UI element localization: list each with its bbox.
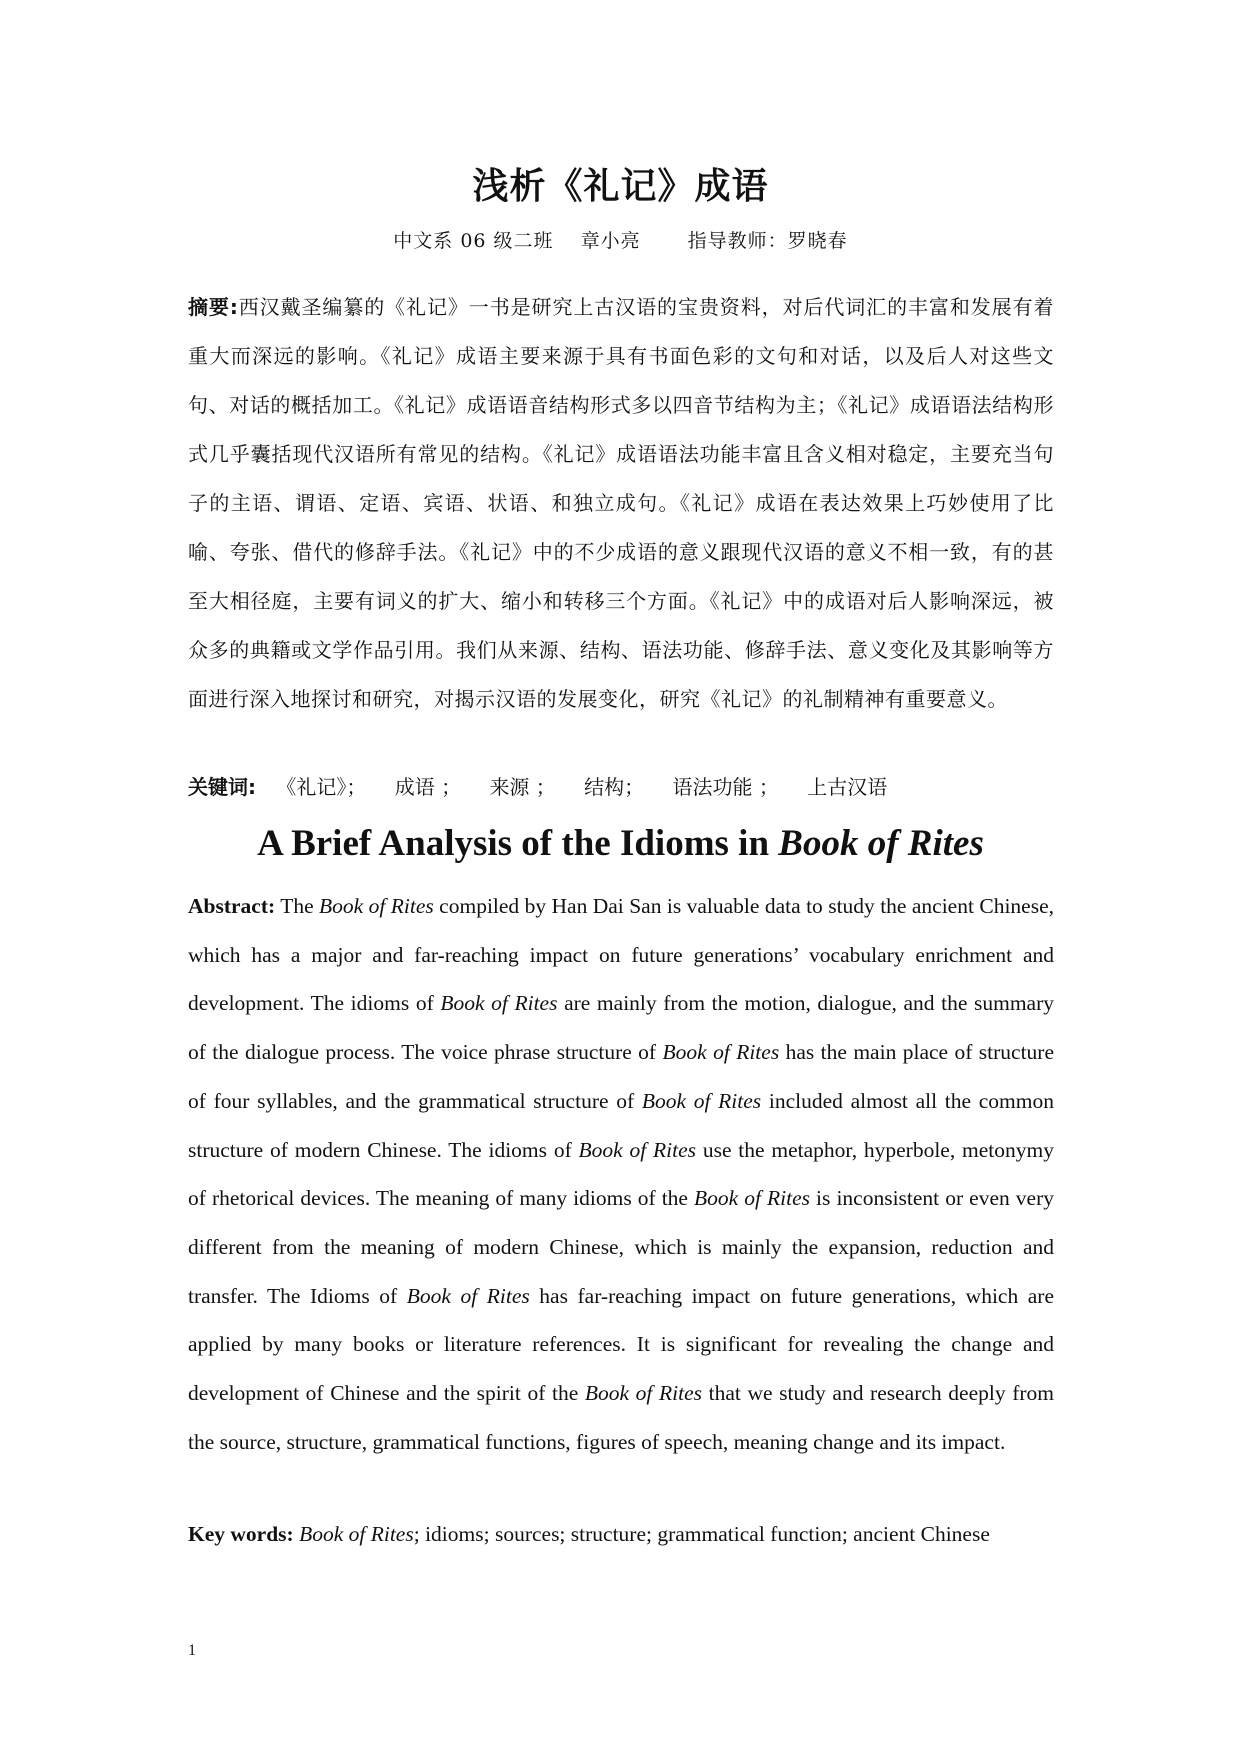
book-title-italic: Book of Rites xyxy=(584,1381,703,1406)
book-title-italic: Book of Rites xyxy=(406,1283,530,1308)
keyword-item: 语法功能 ； xyxy=(672,775,779,799)
keyword-item: 上古汉语 xyxy=(807,775,888,799)
advisor-name: 指导教师：罗晓春 xyxy=(687,230,848,252)
english-keywords-label: Key words: xyxy=(188,1522,294,1546)
book-title-italic: Book of Rites xyxy=(641,1088,762,1113)
chinese-keywords xyxy=(188,772,1054,802)
abstract-text-run: is inconsistent or even very different from the meaning of modern Chinese, which is mainly the expansion, reduction and transfer. The Idioms of xyxy=(188,1186,1054,1308)
author-line xyxy=(0,226,1241,253)
book-title-italic: Book of Rites xyxy=(319,894,434,918)
chinese-abstract-label: 摘要: xyxy=(188,295,239,319)
english-keyword-book: Book of Rites xyxy=(299,1522,414,1546)
english-keywords-rest: ; idioms; sources; structure; grammatical function; ancient Chinese xyxy=(413,1522,990,1546)
chinese-abstract-text: 西汉戴圣编纂的《礼记》一书是研究上古汉语的宝贵资料，对后代词汇的丰富和发展有着重大而深远的影响。《礼记》成语主要来源于具有书面色彩的文句和对话，以及后人对这些文句、对话的概括加工。《礼记》成语语音结构形式多以四音节结构为主；《礼记》成语语法结构形式几乎囊括现代汉语所有常见的结构。《礼记》成语语法功能丰富且含义相对稳定，主要充当句子的主语、谓语、定语、宾语、状语、和独立成句。《礼记》成语在表达效果上巧妙使用了比喻、夸张、借代的修辞手法。《礼记》中的不少成语的意义跟现代汉语的意义不相一致，有的甚至大相径庭，主要有词义的扩大、缩小和转移三个方面。《礼记》中的成语对后人影响深远，被众多的典籍或文学作品引用。我们从来源、结构、语法功能、修辞手法、意义变化及其影响等方面进行深入地探讨和研究，对揭示汉语的发展变化，研究《礼记》的礼制精神有重要意义。 xyxy=(188,295,1054,711)
abstract-text-run: has far-reaching impact on future generations, which are applied by many books or literature references. It is significant for revealing the change and development of Chinese and the spirit of the xyxy=(188,1283,1055,1406)
keyword-item: 《礼记》； xyxy=(276,775,367,799)
abstract-text-run: The xyxy=(275,894,320,918)
book-title-italic: Book of Rites xyxy=(694,1186,811,1211)
author-department: 中文系 06 级二班 xyxy=(393,230,554,252)
english-abstract-text xyxy=(188,894,1054,1454)
author-name: 章小亮 xyxy=(580,230,641,252)
keyword-item: 来源 ； xyxy=(489,775,556,799)
chinese-keywords-label: 关键词: xyxy=(188,775,256,799)
keyword-item: 成语 ； xyxy=(394,775,462,799)
english-keywords xyxy=(188,1519,1054,1549)
english-abstract-label: Abstract: xyxy=(188,894,276,918)
english-title xyxy=(0,822,1241,865)
book-title-italic: Book of Rites xyxy=(440,991,558,1016)
book-title-italic: Book of Rites xyxy=(662,1040,780,1065)
book-title-italic: Book of Rites xyxy=(578,1137,697,1162)
abstract-text-run: included almost all the common structure of modern Chinese. The idioms of xyxy=(188,1088,1055,1162)
abstract-text-run: has the main place of structure of four syllables, and the grammatical structure of xyxy=(188,1040,1054,1113)
abstract-text-run: compiled by Han Dai San is valuable data to study the ancient Chinese, which has a major and far-reaching impact on future generations’ vocabulary enrichment and development. The idioms of xyxy=(188,894,1055,1016)
english-title-italic: Book of Rites xyxy=(778,823,984,864)
chinese-title: 浅析《礼记》成语 xyxy=(472,166,769,207)
page-number: 1 xyxy=(188,1642,196,1659)
english-abstract xyxy=(188,882,1054,1466)
abstract-text-run: use the metaphor, hyperbole, metonymy of rhetorical devices. The meaning of many idioms of the xyxy=(188,1137,1054,1211)
keyword-item: 结构； xyxy=(584,775,645,799)
abstract-text-run: that we study and research deeply from the source, structure, grammatical functions, figures of speech, meaning change and its impact. xyxy=(188,1381,1055,1454)
abstract-text-run: are mainly from the motion, dialogue, and the summary of the dialogue process. The voice phrase structure of xyxy=(188,991,1054,1065)
chinese-abstract xyxy=(188,283,1054,724)
english-title-text: A Brief Analysis of the Idioms in xyxy=(257,823,779,864)
